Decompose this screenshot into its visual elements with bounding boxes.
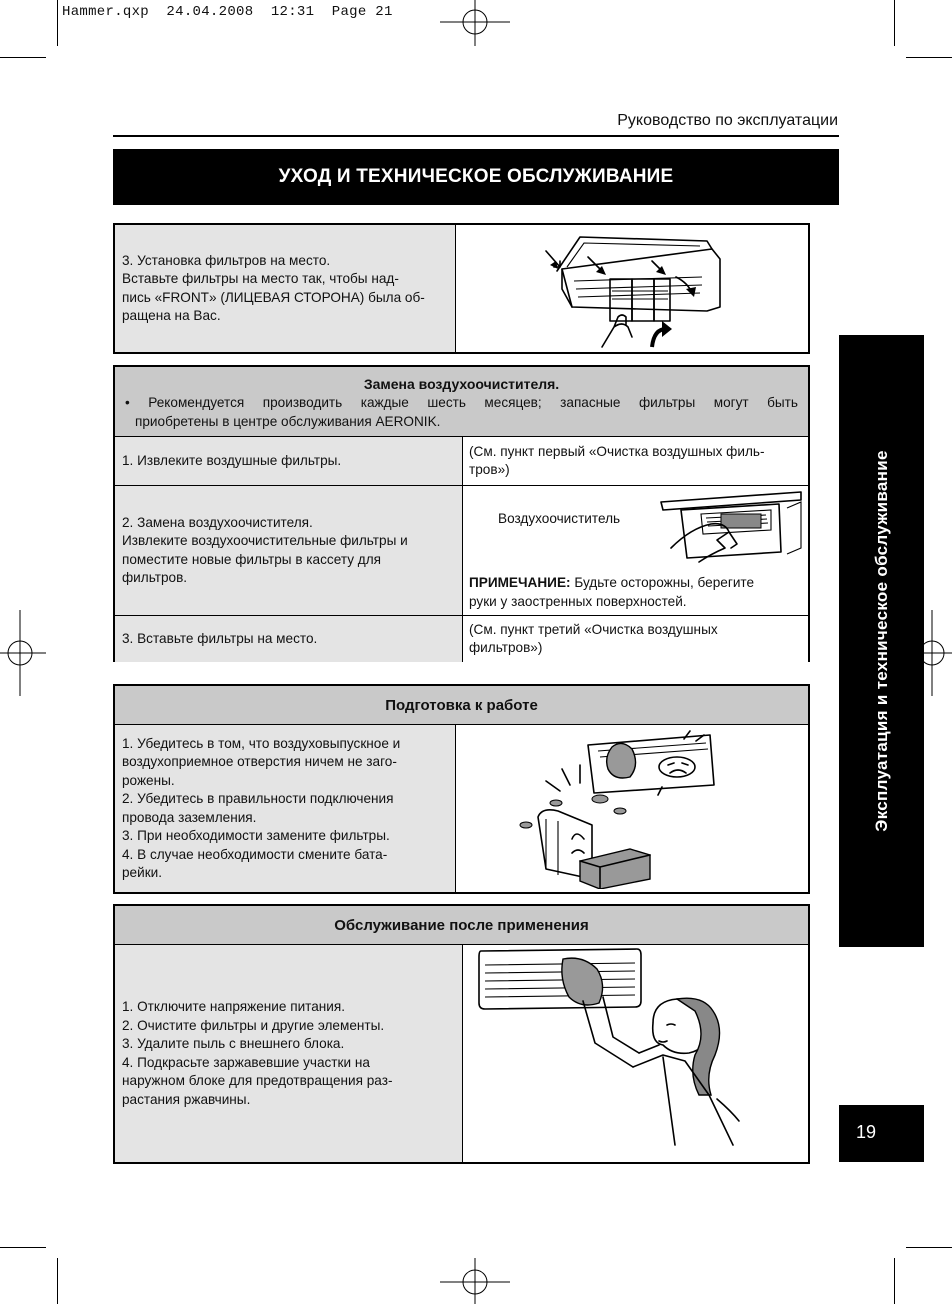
text-line: 1. Отключите напряжение питания. [122, 999, 346, 1014]
text-line: воздухоприемное отверстия ничем не заго- [122, 754, 397, 769]
crop-mark [906, 1247, 952, 1248]
crop-mark [906, 57, 952, 58]
text-line: 3. Установка фильтров на место. [122, 252, 331, 268]
text-line: 3. При необходимости замените фильтры. [122, 828, 390, 843]
text-line: (См. пункт первый «Очистка воздушных филь- [469, 443, 765, 459]
purifier-callout: Воздухоочиститель [498, 511, 621, 526]
text-line: рейки. [122, 865, 163, 880]
after-header: Обслуживание после применения [115, 906, 808, 944]
purifier-step1-ref [463, 437, 808, 485]
crop-mark [894, 1258, 895, 1304]
crop-mark [57, 1258, 58, 1304]
purifier-table [113, 365, 810, 662]
text-line: 4. В случае необходимости смените бата- [122, 846, 388, 862]
purifier-note-line2: приобретены в центре обслуживания AERONIK. [135, 413, 441, 429]
text-line: (См. пункт третий «Очистка воздушных [469, 621, 718, 637]
purifier-step2 [115, 486, 463, 615]
text-line: фильтров. [122, 570, 188, 585]
text-line: Извлеките воздухоочистительные фильтры и [122, 533, 408, 548]
woman-cleaning-unit-illustration-icon [463, 945, 807, 1159]
filter-install-table [113, 223, 810, 354]
header-rule [113, 135, 839, 137]
registration-mark-icon [440, 0, 510, 46]
after-figure [463, 945, 808, 1162]
purifier-step3-ref [463, 616, 808, 662]
crop-mark [894, 0, 895, 46]
caution-label: ПРИМЕЧАНИЕ: [469, 575, 571, 590]
text-line: 1. Извлеките воздушные фильтры. [122, 452, 342, 468]
text-line: рожены. [122, 772, 175, 788]
text-line: 3. Вставьте фильтры на место. [122, 630, 318, 646]
caution-text: Будьте осторожны, берегите [570, 575, 755, 590]
text-line: 4. Подкрасьте заржавевшие участки на [122, 1054, 370, 1070]
crop-mark [0, 57, 46, 58]
print-slug: Hammer.qxp 24.04.2008 12:31 Page 21 [62, 4, 393, 20]
text-line: поместите новые фильтры в кассету для [122, 551, 381, 567]
caution-text-2: руки у заостренных поверхностей. [469, 593, 687, 609]
purifier-note-line1 [125, 393, 798, 412]
filter-install-illustration-icon [462, 229, 802, 351]
purifier-step3 [115, 616, 463, 662]
text-line: наружном блоке для предотвращения раз- [122, 1073, 393, 1088]
text-line: 1. Убедитесь в том, что воздуховыпускное и [122, 735, 401, 751]
text-line: ращена на Вас. [122, 308, 221, 323]
registration-mark-icon [0, 610, 46, 696]
after-text [115, 945, 463, 1162]
crop-mark [0, 1247, 46, 1248]
purifier-note-text: Рекомендуется производить каждые шесть месяцев; запасные фильтры могут быть [148, 394, 798, 410]
prep-text [115, 725, 456, 892]
purifier-step2-figure [463, 486, 808, 615]
text-line: растания ржавчины. [122, 1091, 251, 1107]
prep-header: Подготовка к работе [115, 686, 808, 724]
text-line: тров») [469, 462, 510, 477]
text-line: фильтров») [469, 640, 543, 655]
text-line: 2. Убедитесь в правильности подключения [122, 791, 394, 806]
text-line: Вставьте фильтры на место так, чтобы над- [122, 271, 399, 286]
page-title: УХОД И ТЕХНИЧЕСКОЕ ОБСЛУЖИВАНИЕ [113, 149, 839, 205]
indoor-unit-preparation-illustration-icon [462, 729, 802, 889]
text-line: 3. Удалите пыль с внешнего блока. [122, 1036, 345, 1051]
filter-install-figure [456, 225, 808, 352]
purifier-step1 [115, 437, 463, 485]
registration-mark-icon [440, 1258, 510, 1304]
text-line: провода заземления. [122, 809, 257, 825]
page-number: 19 [839, 1105, 924, 1162]
bullet-icon: • [125, 394, 130, 410]
side-tab-label: Эксплуатация и техническое обслуживание [871, 450, 891, 832]
caution-note [469, 574, 754, 611]
text-line: 2. Замена воздухоочистителя. [122, 514, 313, 530]
prep-figure [456, 725, 808, 892]
text-line: пись «FRONT» (ЛИЦЕВАЯ СТОРОНА) была об- [122, 289, 425, 305]
filter-install-text [115, 225, 456, 352]
running-head: Руководство по эксплуатации [617, 112, 838, 129]
air-purifier-replace-illustration-icon [651, 488, 811, 568]
section-side-tab [839, 335, 924, 947]
purifier-heading: Замена воздухоочистителя. [363, 375, 560, 392]
text-line: 2. Очистите фильтры и другие элементы. [122, 1017, 385, 1033]
prep-table [113, 684, 810, 894]
purifier-header [115, 367, 808, 436]
after-table [113, 904, 810, 1164]
crop-mark [57, 0, 58, 46]
